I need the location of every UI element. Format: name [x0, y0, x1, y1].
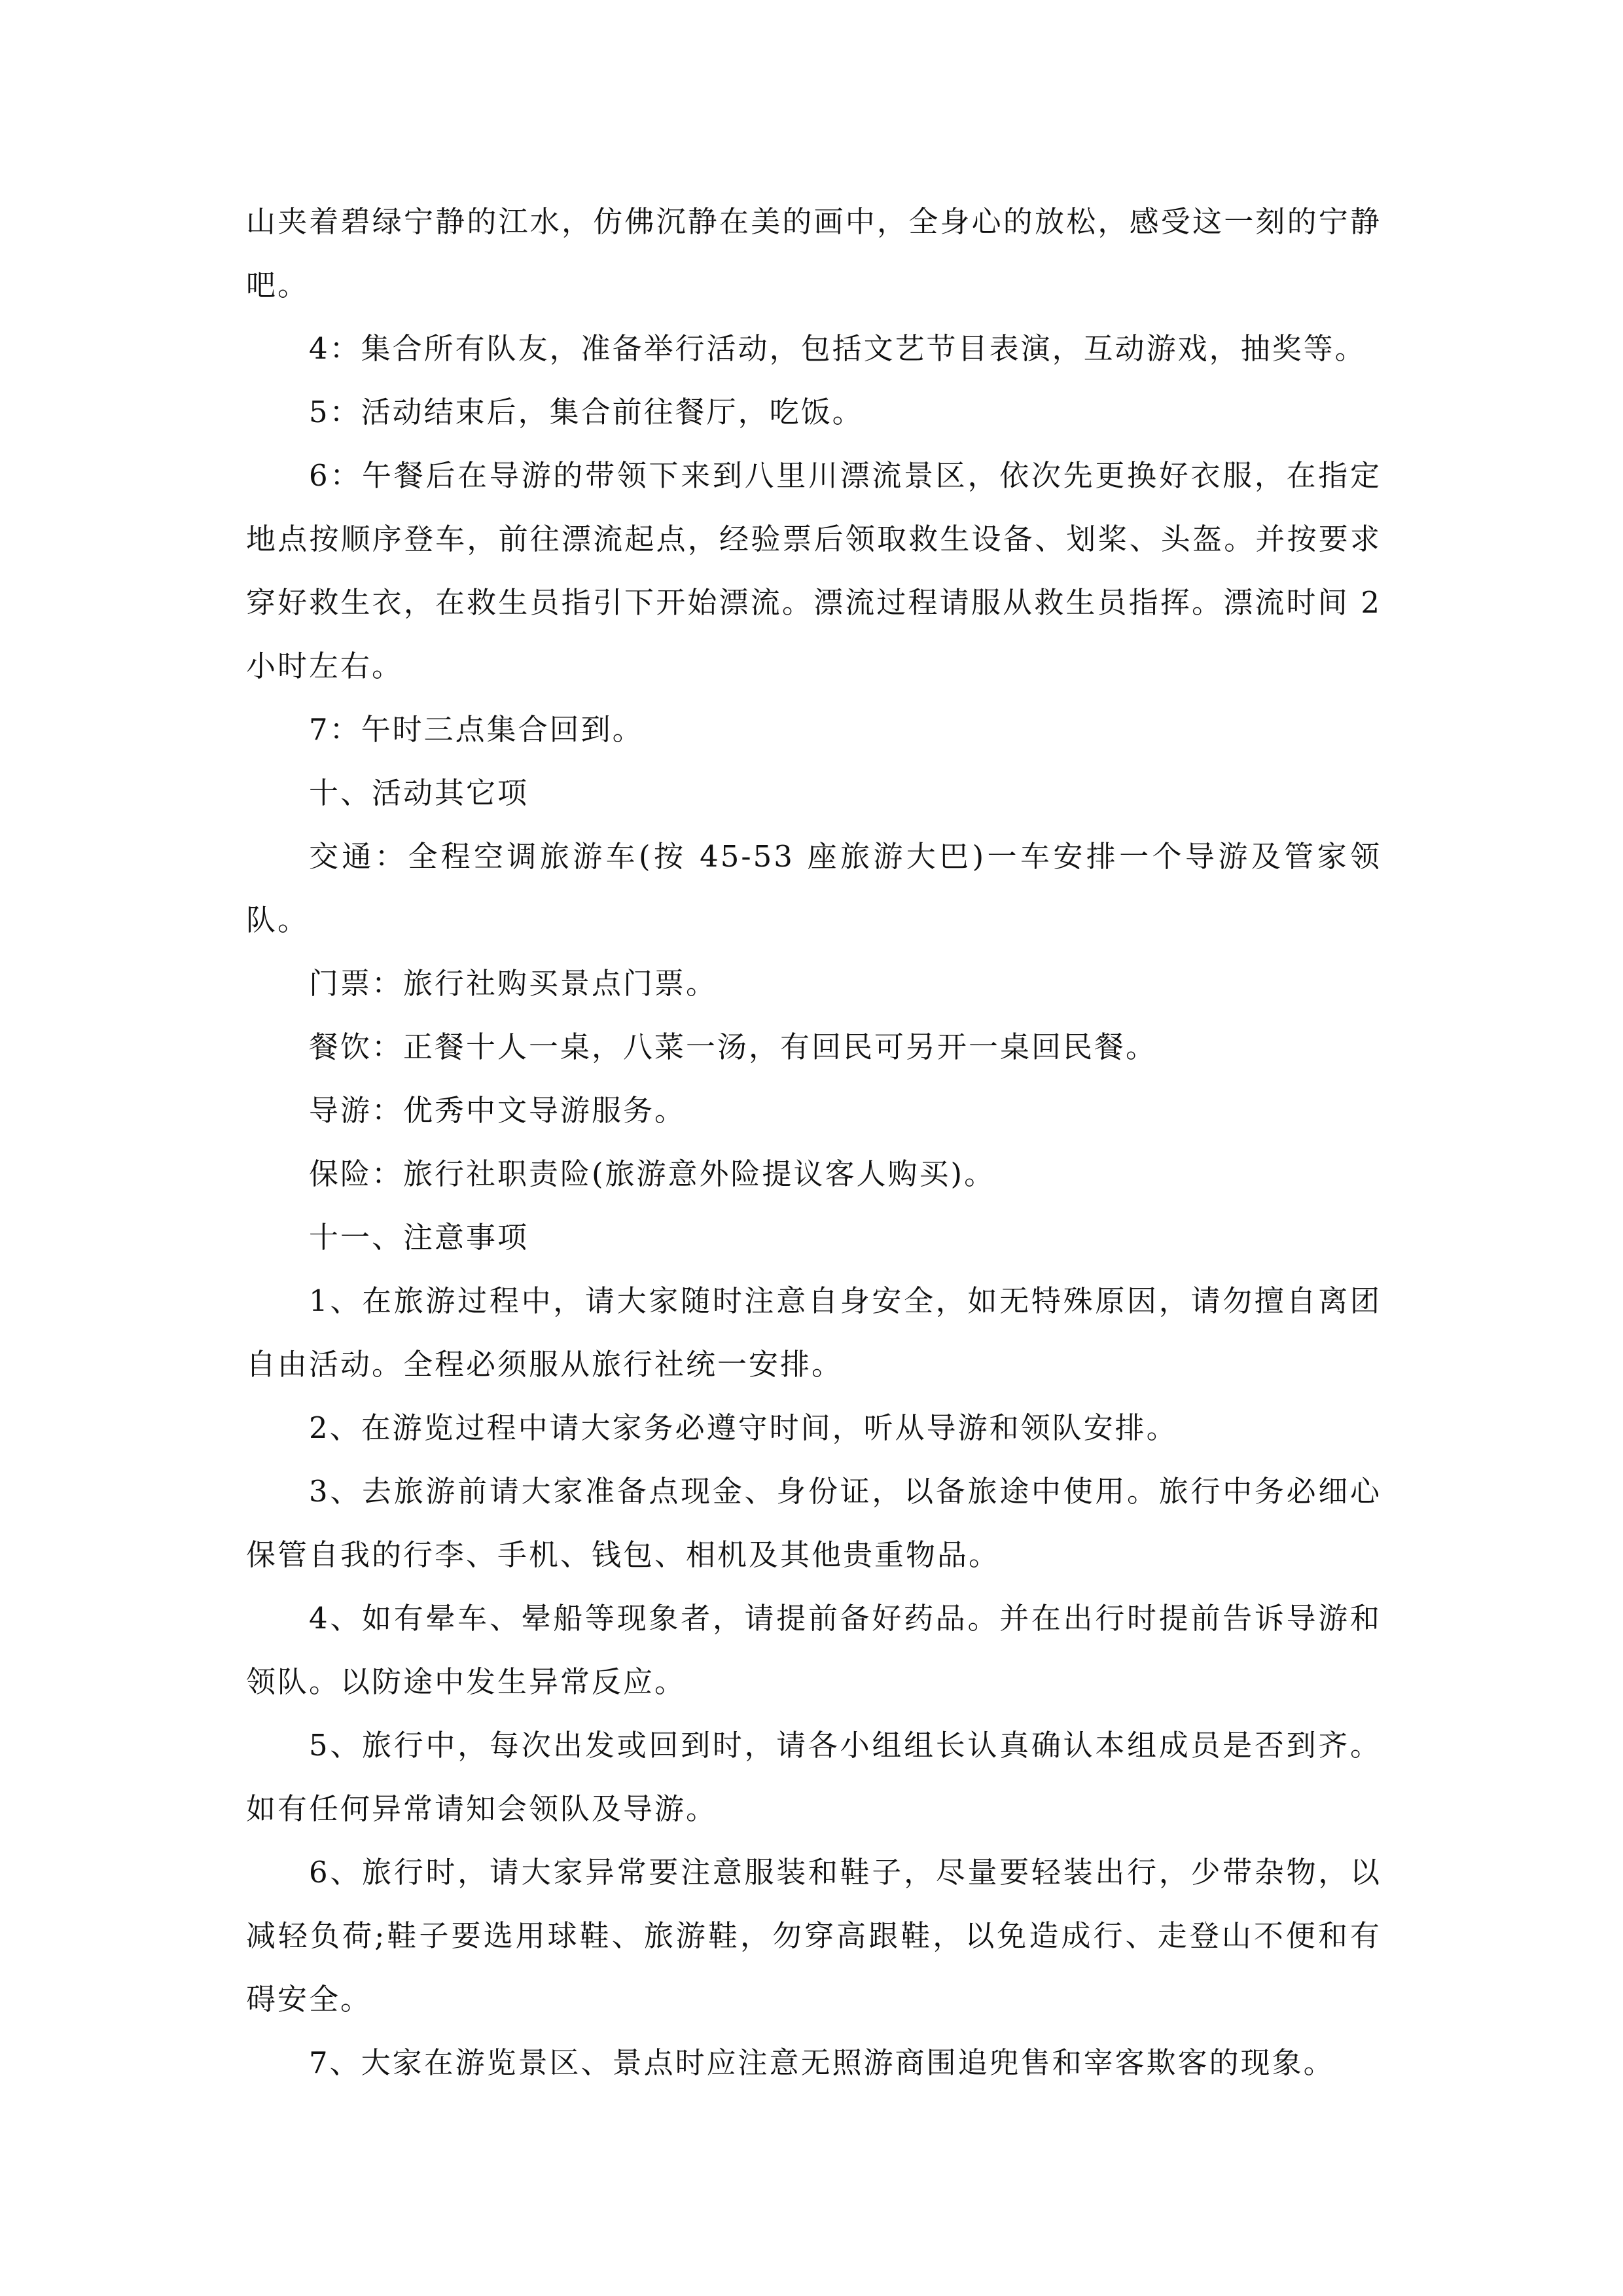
paragraph-note-3: 3、去旅游前请大家准备点现金、身份证，以备旅途中使用。旅行中务必细心保管自我的行李、手机、钱包、相机及其他贵重物品。 [246, 1474, 1382, 1572]
paragraph-note-2: 2、在游览过程中请大家务必遵守时间，听从导游和领队安排。 [309, 1410, 1178, 1445]
paragraph-note-7: 7、大家在游览景区、景点时应注意无照游商围追兜售和宰客欺客的现象。 [309, 2045, 1335, 2080]
paragraph-step-4: 4：集合所有队友，准备举行活动，包括文艺节目表演，互动游戏，抽奖等。 [309, 331, 1366, 366]
paragraph-tickets: 门票：旅行社购买景点门票。 [309, 966, 718, 1001]
paragraph-step-6: 6：午餐后在导游的带领下来到八里川漂流景区，依次先更换好衣服，在指定地点按顺序登车，前往漂流起点，经验票后领取救生设备、划桨、头盔。并按要求穿好救生衣，在救生员指引下开始漂流。漂流过程请服从救生员指挥。漂流时间 2 小时左右。 [246, 458, 1382, 683]
section-heading-notes: 十一、注意事项 [309, 1220, 529, 1255]
paragraph-scenery-end: 山夹着碧绿宁静的江水，仿佛沉静在美的画中，全身心的放松，感受这一刻的宁静吧。 [246, 204, 1382, 302]
paragraph-note-5: 5、旅行中，每次出发或回到时，请各小组组长认真确认本组成员是否到齐。如有任何异常请知会领队及导游。 [246, 1728, 1382, 1826]
paragraph-guide: 导游：优秀中文导游服务。 [309, 1093, 687, 1128]
paragraph-note-4: 4、如有晕车、晕船等现象者，请提前备好药品。并在出行时提前告诉导游和领队。以防途中发生异常反应。 [246, 1601, 1382, 1699]
paragraph-step-7: 7：午时三点集合回到。 [309, 712, 644, 747]
paragraph-transport: 交通：全程空调旅游车(按 45-53 座旅游大巴)一车安排一个导游及管家领队。 [246, 839, 1382, 937]
paragraph-insurance: 保险：旅行社职责险(旅游意外险提议客人购买)。 [309, 1157, 996, 1191]
paragraph-step-5: 5：活动结束后，集合前往餐厅，吃饭。 [309, 395, 864, 429]
paragraph-meals: 餐饮：正餐十人一桌，八菜一汤，有回民可另开一桌回民餐。 [309, 1030, 1158, 1064]
section-heading-other-items: 十、活动其它项 [309, 776, 529, 810]
paragraph-note-6: 6、旅行时，请大家异常要注意服装和鞋子，尽量要轻装出行，少带杂物，以减轻负荷;鞋子要选用球鞋、旅游鞋，勿穿高跟鞋，以免造成行、走登山不便和有碍安全。 [246, 1855, 1382, 2017]
document-body [246, 190, 1382, 2094]
paragraph-note-1: 1、在旅游过程中，请大家随时注意自身安全，如无特殊原因，请勿擅自离团自由活动。全程必须服从旅行社统一安排。 [246, 1283, 1382, 1382]
